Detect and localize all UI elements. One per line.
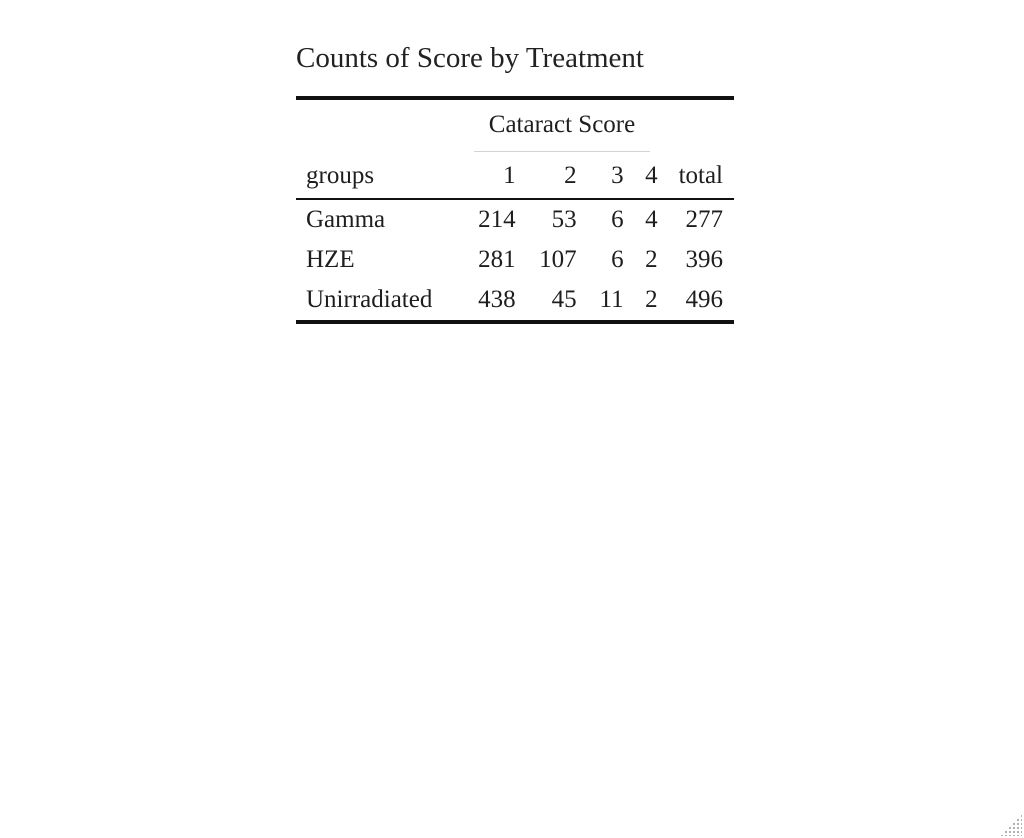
row-group-label: Unirradiated bbox=[306, 286, 433, 313]
cell-total: 496 bbox=[685, 286, 723, 313]
cell-score-1: 214 bbox=[478, 206, 516, 233]
spanner-blank-cell bbox=[658, 98, 734, 150]
cell-score-2: 53 bbox=[551, 206, 577, 233]
cell-score-3: 11 bbox=[599, 286, 624, 313]
cell-score-4: 4 bbox=[645, 206, 658, 233]
spanner-header-row bbox=[296, 98, 734, 150]
cell-total: 277 bbox=[685, 206, 723, 233]
column-header-groups: groups bbox=[296, 150, 460, 199]
cell-total: 396 bbox=[685, 246, 723, 273]
counts-table bbox=[296, 96, 734, 324]
column-header-score-2: 2 bbox=[516, 150, 577, 199]
table-row bbox=[296, 280, 734, 322]
column-header-score-3: 3 bbox=[577, 150, 624, 199]
row-group-label: Gamma bbox=[306, 206, 386, 233]
table-row bbox=[296, 240, 734, 280]
cell-score-3: 6 bbox=[611, 246, 624, 273]
cell-score-1: 438 bbox=[478, 286, 516, 313]
spanner-blank-cell bbox=[296, 98, 460, 150]
cell-score-4: 2 bbox=[645, 246, 658, 273]
cell-score-1: 281 bbox=[478, 246, 516, 273]
table-caption: Counts of Score by Treatment bbox=[296, 42, 644, 74]
cataract-score-spanner bbox=[460, 98, 657, 150]
resize-grip-handle[interactable] bbox=[1000, 814, 1022, 836]
column-header-total: total bbox=[658, 150, 734, 199]
column-header-score-4: 4 bbox=[624, 150, 658, 199]
cell-score-2: 107 bbox=[539, 246, 577, 273]
cell-score-2: 45 bbox=[551, 286, 577, 313]
row-group-label: HZE bbox=[306, 246, 355, 273]
column-header-score-1: 1 bbox=[460, 150, 515, 199]
cell-score-4: 2 bbox=[645, 286, 658, 313]
cell-score-3: 6 bbox=[611, 206, 624, 233]
table-row bbox=[296, 199, 734, 240]
spanner-label: Cataract Score bbox=[474, 111, 649, 152]
column-header-row bbox=[296, 150, 734, 199]
